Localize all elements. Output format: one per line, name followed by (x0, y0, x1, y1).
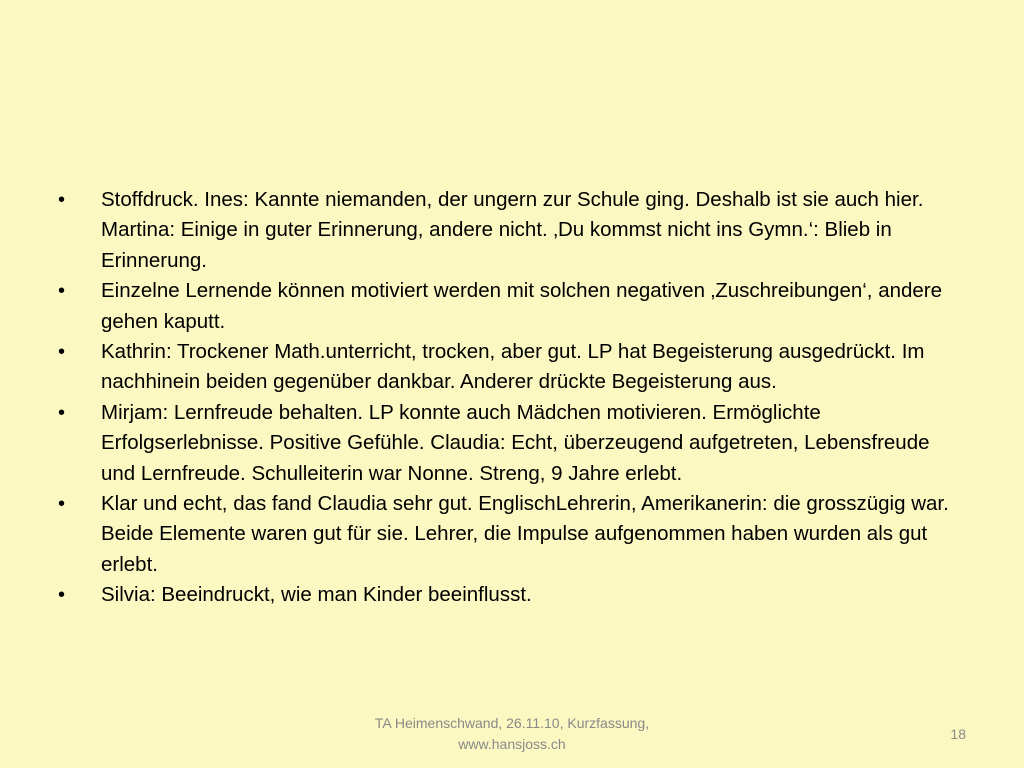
page-number: 18 (950, 726, 966, 742)
bullet-dot-icon: • (58, 189, 66, 211)
bullet-text: Einzelne Lernende können motiviert werden mit solchen negativen ‚Zuschreibungen‘, andere gehen kaputt. (101, 279, 943, 333)
bullet-text: Stoffdruck. Ines: Kannte niemanden, der ungern zur Schule ging. Deshalb ist sie auch hier. Martina: Einige in guter Erinnerung, andere nicht. ‚Du kommst nicht ins Gymn.‘: Blieb in Erinnerung. (101, 188, 924, 272)
bullet-item (58, 580, 958, 610)
bullet-dot-icon: • (58, 401, 66, 424)
slide-footer (340, 713, 684, 755)
bullet-item (58, 276, 958, 337)
bullet-text: Silvia: Beeindruckt, wie man Kinder beeinflusst. (101, 583, 532, 607)
bullet-dot-icon: • (58, 493, 66, 516)
bullet-text: Mirjam: Lernfreude behalten. LP konnte auch Mädchen motivieren. Ermöglichte Erfolgserlebnisse. Positive Gefühle. Claudia: Echt, überzeugend aufgetreten, Lebensfreude und Lernfreude. Schulleiterin war Nonne. Streng, 9 Jahre erlebt. (101, 400, 930, 485)
bullet-dot-icon: • (58, 341, 66, 364)
footer-line-2: www.hansjoss.ch (458, 736, 566, 752)
bullet-list (58, 185, 958, 611)
bullet-text: Kathrin: Trockener Math.unterricht, trocken, aber gut. LP hat Begeisterung ausgedrückt. Im nachhinein beiden gegenüber dankbar. Anderer drückte Begeisterung aus. (101, 340, 925, 394)
bullet-item (58, 337, 958, 398)
bullet-item (58, 185, 958, 276)
bullet-item (58, 398, 958, 489)
bullet-item (58, 489, 958, 580)
bullet-dot-icon: • (58, 584, 66, 607)
footer-line-1: TA Heimenschwand, 26.11.10, Kurzfassung, (374, 715, 650, 731)
bullet-dot-icon: • (58, 280, 66, 303)
bullet-text: Klar und echt, das fand Claudia sehr gut. EnglischLehrerin, Amerikanerin: die grosszügig war. Beide Elemente waren gut für sie. Lehrer, die Impulse aufgenommen haben wurden als gut erlebt. (101, 492, 949, 576)
